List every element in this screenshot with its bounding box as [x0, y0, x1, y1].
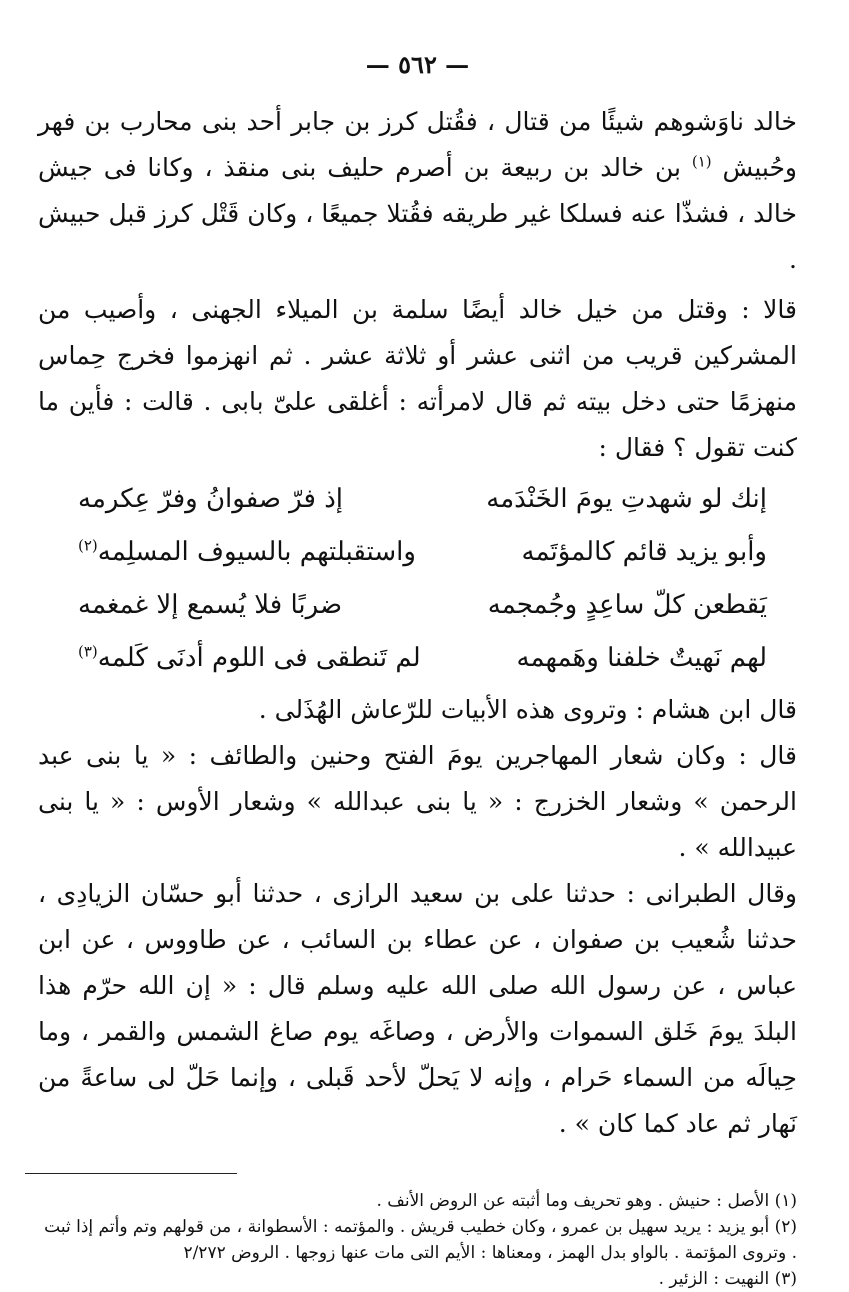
verse-1-left: إذ فرّ صفوانُ وفرّ عِكرمه [78, 484, 344, 514]
verse-2-left: واستقبلتهم بالسيوف المسلِمه [97, 537, 416, 567]
paragraph-1-cont: بن خالد بن ربيعة بن أصرم حليف بنى منقذ ، وكانا فى جيش خالد ، فشذّا عنه فسلكا غير طريقه فقُتلا جميعًا ، وكان قَتْل كرز قبل حبيش . [38, 153, 797, 274]
verse-4-left-wrap [78, 632, 421, 685]
verse-1-right: إنك لو شهدتِ يومَ الخَنْدَمه [486, 484, 767, 514]
paragraph-1-text: خالد ناوَشوهم شيئًا من قتال ، فقُتل كرز بن جابر أحد بنى محارب بن فهر وحُبيش [38, 107, 798, 182]
verse-4-left: لم تَنطقى فى اللوم أدنَى كَلمه [97, 643, 421, 673]
footnote-ref-1: (١) [691, 152, 712, 171]
footnote-ref-3: (٣) [78, 642, 98, 661]
footnote-3: (٣) النهيت : الزئير . [658, 1269, 797, 1289]
paragraph-3: قال ابن هشام : وتروى هذه الأبيات للرّعاش الهُذَلى . [258, 695, 797, 724]
footnotes [38, 1188, 797, 1292]
footnote-1: (١) الأصل : حنيش . وهو تحريف وما أثبته عن الروض الأنف . [376, 1191, 797, 1211]
paragraph-4: قال : وكان شعار المهاجرين يومَ الفتح وحنين والطائف : « يا بنى عبد الرحمن » وشعار الخزرج : « يا بنى عبدالله » وشعار الأوس : « يا بنى عبيدالله » . [38, 741, 797, 862]
verse-line [38, 632, 797, 685]
footnote-divider [25, 1173, 237, 1174]
verse-2-left-wrap [78, 526, 416, 579]
footnote-ref-2: (٢) [78, 536, 98, 555]
poem [38, 473, 797, 685]
verse-line [38, 473, 797, 526]
paragraph-1 [38, 99, 797, 283]
verse-4-right: لهم نَهيتٌ خلفنا وهَمهمه [516, 643, 767, 673]
verse-3-right: يَقطعن كلّ ساعِدٍ وجُمجمه [487, 590, 767, 620]
verse-line [38, 526, 797, 579]
page-number: — ٥٦٢ — [365, 50, 470, 79]
verse-line [38, 579, 797, 632]
paragraph-2: قالا : وقتل من خيل خالد أيضًا سلمة بن الميلاء الجهنى ، وأصيب من المشركين قريب من اثنى عشر أو ثلاثة عشر . ثم انهزموا فخرج حِماس منهزمًا حتى دخل بيته ثم قال لامرأته : أغلقى علىّ بابى . قالت : فأين ما كنت تقول ؟ فقال : [38, 295, 797, 462]
footnote-2: (٢) أبو يزيد : يريد سهيل بن عمرو ، وكان خطيب قريش . والمؤتمه : الأسطوانة ، من قولهم وتم وأتم إذا ثبت . وتروى المؤتمة . بالواو بدل الهمز ، ومعناها : الأيم التى مات عنها زوجها . الروض ٢/٢٧٢ [44, 1217, 797, 1263]
paragraph-5: وقال الطبرانى : حدثنا على بن سعيد الرازى ، حدثنا أبو حسّان الزيادِى ، حدثنا شُعيب بن صفوان ، عن عطاء بن السائب ، عن طاووس ، عن ابن عباس ، عن رسول الله صلى الله عليه وسلم قال : « إن الله حرّم هذا البلدَ يومَ خَلق السموات والأرض ، وصاغَه يوم صاغ الشمس والقمر ، وما حِيالَه من السماء حَرام ، وإنه لا يَحلّ لأحد قَبلى ، وإنما حَلّ لى ساعةً من نَهار ثم عاد كما كان » . [38, 879, 797, 1138]
verse-3-left: ضربًا فلا يُسمع إلا غمغمه [78, 590, 343, 620]
verse-2-right: وأبو يزيد قائم كالمؤتَمه [521, 537, 767, 567]
